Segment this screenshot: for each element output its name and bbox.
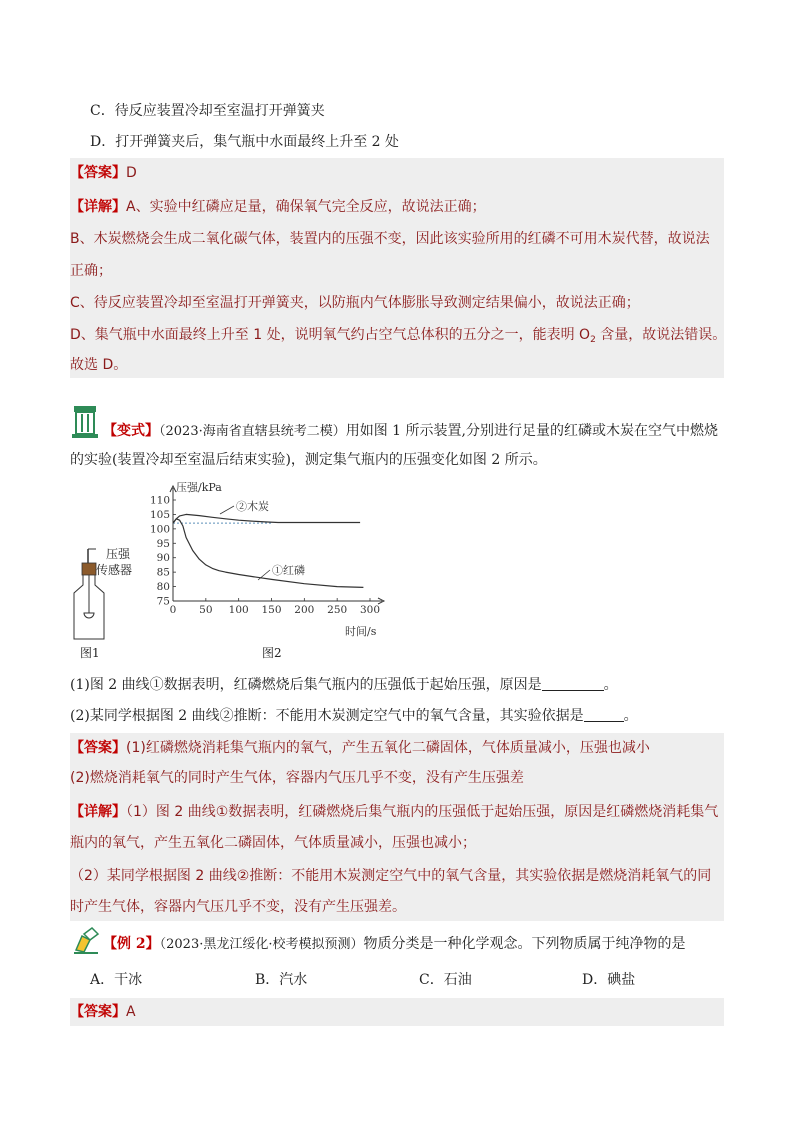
answer-text: (1)红磷燃烧消耗集气瓶内的氧气，产生五氧化二磷固体，气体质量减小，压强也减小: [126, 740, 650, 756]
chart-lines: [173, 506, 363, 587]
series-label-phosphorus: ①红磷: [272, 564, 305, 577]
fig2-caption: 图2: [262, 646, 282, 660]
y-tick-label: 85: [156, 566, 170, 579]
detail-text: （1）图 2 曲线①数据表明，红磷燃烧后集气瓶内的压强低于起始压强，原因是红磷燃烧消耗集气: [126, 804, 719, 820]
variant-stem-2: 的实验(装置冷却至室温后结束实验)，测定集气瓶内的压强变化如图 2 所示。: [70, 452, 547, 468]
x-tick-label: 150: [261, 604, 282, 616]
q1-detail-1: [70, 197, 724, 217]
y-tick-label: 90: [156, 552, 170, 565]
q1-conclusion: 故选 D。: [70, 357, 128, 373]
example-stem-text: 物质分类是一种化学观念。下列物质属于纯净物的是: [363, 936, 686, 952]
x-tick-label: 50: [199, 604, 213, 616]
sensor-label-2: 传感器: [96, 563, 133, 577]
q1-detail-4: [70, 325, 727, 350]
variant-answer-2: (2)燃烧消耗氧气的同时产生气体，容器内气压几乎不变，没有产生压强差: [70, 770, 524, 786]
x-tick-label: 0: [169, 604, 177, 616]
answer-blank: [542, 676, 604, 691]
variant-q1-end: 。: [603, 677, 618, 693]
variant-icon: [72, 404, 98, 440]
detail-4-text-b: 含量，故说法错误。: [595, 327, 727, 343]
example-label: 【例 2】: [103, 936, 160, 952]
variant-q2-end: 。: [623, 708, 638, 724]
x-tick-label: 250: [327, 604, 348, 616]
variant-detail-2b: 时产生气体，容器内气压几乎不变，没有产生压强差。: [70, 899, 406, 915]
example-icon: [72, 926, 100, 954]
q1-detail-2b: 正确；: [70, 263, 112, 279]
variant-detail-1a: [70, 802, 724, 822]
example2-option-a: A．干冰: [90, 972, 143, 988]
answer-value: D: [126, 165, 137, 181]
answer-label: 【答案】: [70, 740, 126, 756]
y-tick-label: 75: [156, 595, 170, 608]
variant-q1: [70, 675, 724, 695]
y-tick-label: 95: [156, 537, 170, 550]
answer-label: 【答案】: [70, 1004, 126, 1020]
variant-q2: [70, 706, 724, 726]
variant-stem-text: 用如图 1 所示装置,分别进行足量的红磷或木炭在空气中燃烧: [345, 423, 718, 439]
answer-label: 【答案】: [70, 165, 126, 181]
detail-label: 【详解】: [70, 199, 126, 215]
variant-answer-1: [70, 738, 724, 758]
charcoal-curve: [173, 514, 360, 523]
detail-label: 【详解】: [70, 804, 126, 820]
x-tick-label: 200: [294, 604, 315, 616]
y-tick-label: 80: [156, 581, 170, 594]
example2-stem: [103, 934, 723, 955]
option-d: D．打开弹簧夹后，集气瓶中水面最终上升至 2 处: [90, 134, 400, 150]
variant-q2-text: (2)某同学根据图 2 曲线②推断：不能用木炭测定空气中的氧气含量，其实验依据是: [70, 708, 584, 724]
example2-option-b: B．汽水: [255, 972, 308, 988]
variant-detail-2a: （2）某同学根据图 2 曲线②推断：不能用木炭测定空气中的氧气含量，其实验依据是燃烧消耗氧气的同: [70, 868, 712, 884]
x-tick-label: 300: [359, 604, 381, 616]
answer-value: A: [126, 1004, 136, 1020]
variant-label: 【变式】: [103, 423, 159, 439]
x-tick-label: 100: [228, 604, 249, 616]
fig1-caption: 图1: [80, 646, 100, 660]
q1-detail-3: C、待反应装置冷却至室温打开弹簧夹，以防瓶内气体膨胀导致测定结果偏小，故说法正确；: [70, 295, 640, 311]
example2-option-d: D．碘盐: [582, 972, 636, 988]
answer-blank: [584, 707, 624, 722]
variant-stem-1: [103, 421, 723, 442]
charcoal-leader: [220, 506, 234, 514]
example2-option-c: C．石油: [419, 972, 472, 988]
series-label-charcoal: ②木炭: [236, 500, 269, 513]
x-axis-label: 时间/s: [345, 625, 377, 638]
variant-q1-text: (1)图 2 曲线①数据表明，红磷燃烧后集气瓶内的压强低于起始压强，原因是: [70, 677, 542, 693]
detail-4-text-a: D、集气瓶中水面最终上升至 1 处，说明氧气约占空气总体积的五分之一，能表明 O: [70, 327, 591, 343]
option-c: C．待反应装置冷却至室温打开弹簧夹: [90, 103, 325, 119]
y-tick-label: 110: [149, 494, 170, 507]
pressure-chart: [130, 480, 400, 640]
example2-answer: [70, 1002, 724, 1022]
y-axis-label: 压强/kPa: [176, 481, 222, 494]
variant-source: （2023·海南省直辖县统考二模）: [159, 424, 346, 439]
phosphorus-curve: [173, 519, 363, 588]
q1-detail-2a: B、木炭燃烧会生成二氧化碳气体，装置内的压强不变，因此该实验所用的红磷不可用木炭代替，故说法: [70, 231, 710, 247]
detail-text: A、实验中红磷应足量，确保氧气完全反应，故说法正确；: [126, 199, 486, 215]
variant-detail-1b: 瓶内的氧气，产生五氧化二磷固体，气体质量减小，压强也减小；: [70, 835, 476, 851]
sensor-label-1: 压强: [106, 547, 131, 561]
y-tick-label: 105: [149, 508, 170, 521]
chart-axes: [170, 486, 384, 604]
example-source: （2023·黑龙江绥化·校考模拟预测）: [159, 937, 364, 952]
q1-answer: [70, 163, 724, 183]
detail-4-subscript: 2: [590, 335, 596, 345]
variant-answer-block: [70, 733, 724, 921]
y-tick-label: 100: [149, 523, 170, 536]
